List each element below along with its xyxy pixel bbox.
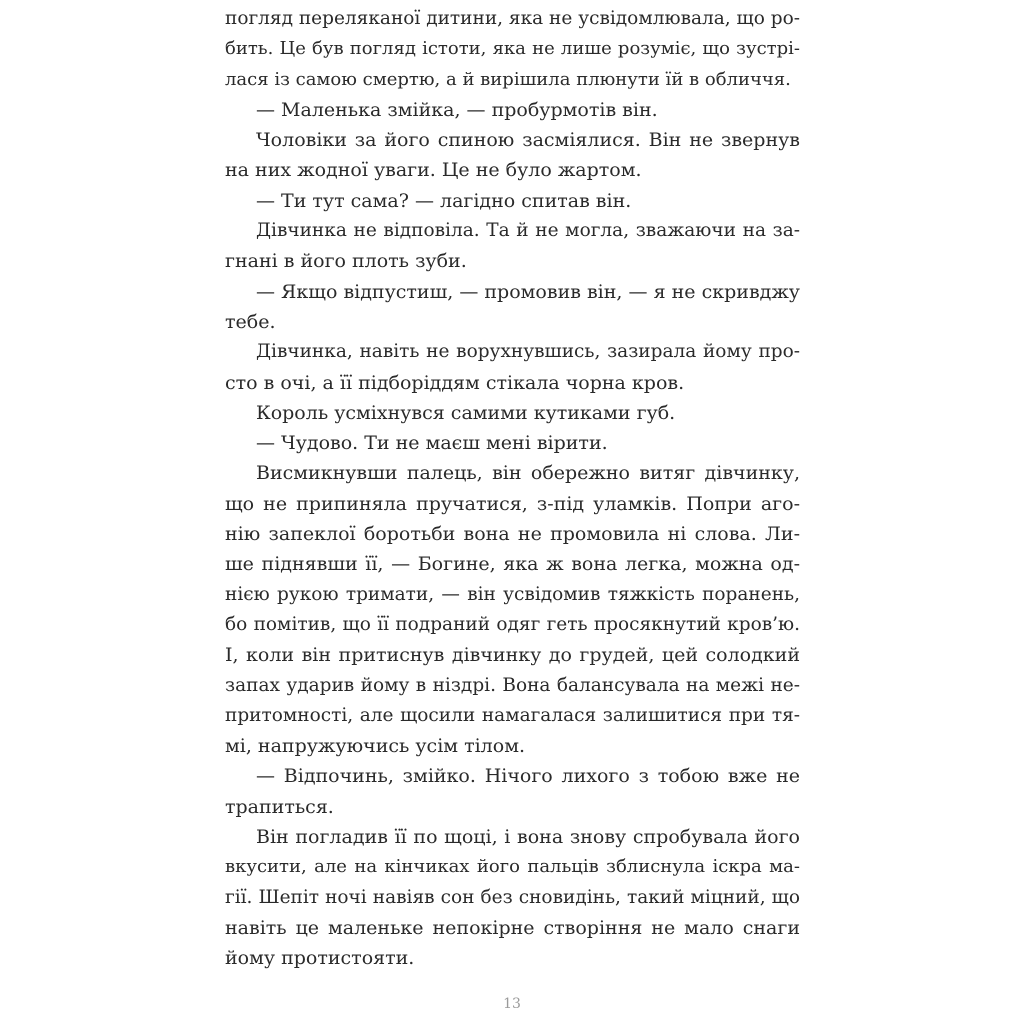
text-line: — Якщо відпустиш, — промовив він, — я не скривджу — [256, 280, 800, 303]
text-line: трапиться. — [225, 795, 334, 818]
text-line: йому протистояти. — [225, 947, 415, 970]
text-line: ше піднявши її, — Богине, яка ж вона легка, можна од- — [225, 553, 800, 576]
text-line: мі, напружуючись усім тілом. — [225, 735, 526, 758]
text-line: притомності, але щосили намагалася залишитися при тя- — [225, 704, 800, 726]
text-line: погляд переляканої дитини, яка не усвідомлювала, що ро- — [225, 8, 801, 29]
text-line: — Маленька змійка, — пробурмотів він. — [256, 98, 658, 121]
text-line: на них жодної уваги. Це не було жартом. — [225, 159, 642, 182]
text-line: Дівчинка не відповіла. Та й не могла, зважаючи на за- — [256, 220, 800, 242]
text-line: Дівчинка, навіть не ворухнувшись, зазирала йому про- — [256, 341, 800, 363]
text-line: Чоловіки за його спиною засміялися. Він не звернув — [256, 129, 800, 152]
text-line: нією рукою тримати, — він усвідомив тяжкість поранень, — [225, 583, 800, 605]
text-line: гії. Шепіт ночі навіяв сон без сновидінь, такий міцний, що — [225, 886, 800, 908]
text-line: Король усміхнувся самими кутиками губ. — [256, 401, 676, 424]
page-number: 13 — [503, 996, 521, 1012]
text-line: Висмикнувши палець, він обережно витяг дівчинку, — [256, 462, 800, 485]
body-text — [225, 4, 800, 974]
text-line: сто в очі, а її підборіддям стікала чорна кров. — [225, 371, 685, 394]
text-line: бо помітив, що її подраний одяг геть просякнутий кров’ю. — [225, 613, 800, 635]
text-line: — Чудово. Ти не маєш мені вірити. — [256, 432, 608, 455]
text-line: лася із самою смертю, а й вирішила плюнути їй в обличчя. — [225, 68, 791, 90]
text-line: бить. Це був погляд істоти, яка не лише розуміє, що зустрі- — [225, 38, 800, 60]
text-line: Він погладив її по щоці, і вона знову спробувала його — [256, 826, 800, 849]
text-line: гнані в його плоть зуби. — [225, 250, 467, 273]
text-line: І, коли він притиснув дівчинку до грудей, цей солодкий — [225, 644, 800, 667]
text-line: нію запеклої боротьби вона не промовила ні слова. Ли- — [225, 523, 800, 546]
text-line: запах ударив йому в ніздрі. Вона балансувала на межі не- — [225, 674, 800, 696]
text-line: — Відпочинь, змійко. Нічого лихого з тобою вже не — [256, 765, 800, 788]
text-line: навіть це маленьке непокірне створіння не мало снаги — [225, 916, 800, 939]
text-line: що не припиняла пручатися, з-під уламків. Попри аго- — [225, 492, 800, 515]
text-line: вкусити, але на кінчиках його пальців зблиснула іскра ма- — [225, 856, 800, 878]
text-line: — Ти тут сама? — лагідно спитав він. — [256, 189, 632, 212]
text-line: тебе. — [225, 310, 276, 333]
